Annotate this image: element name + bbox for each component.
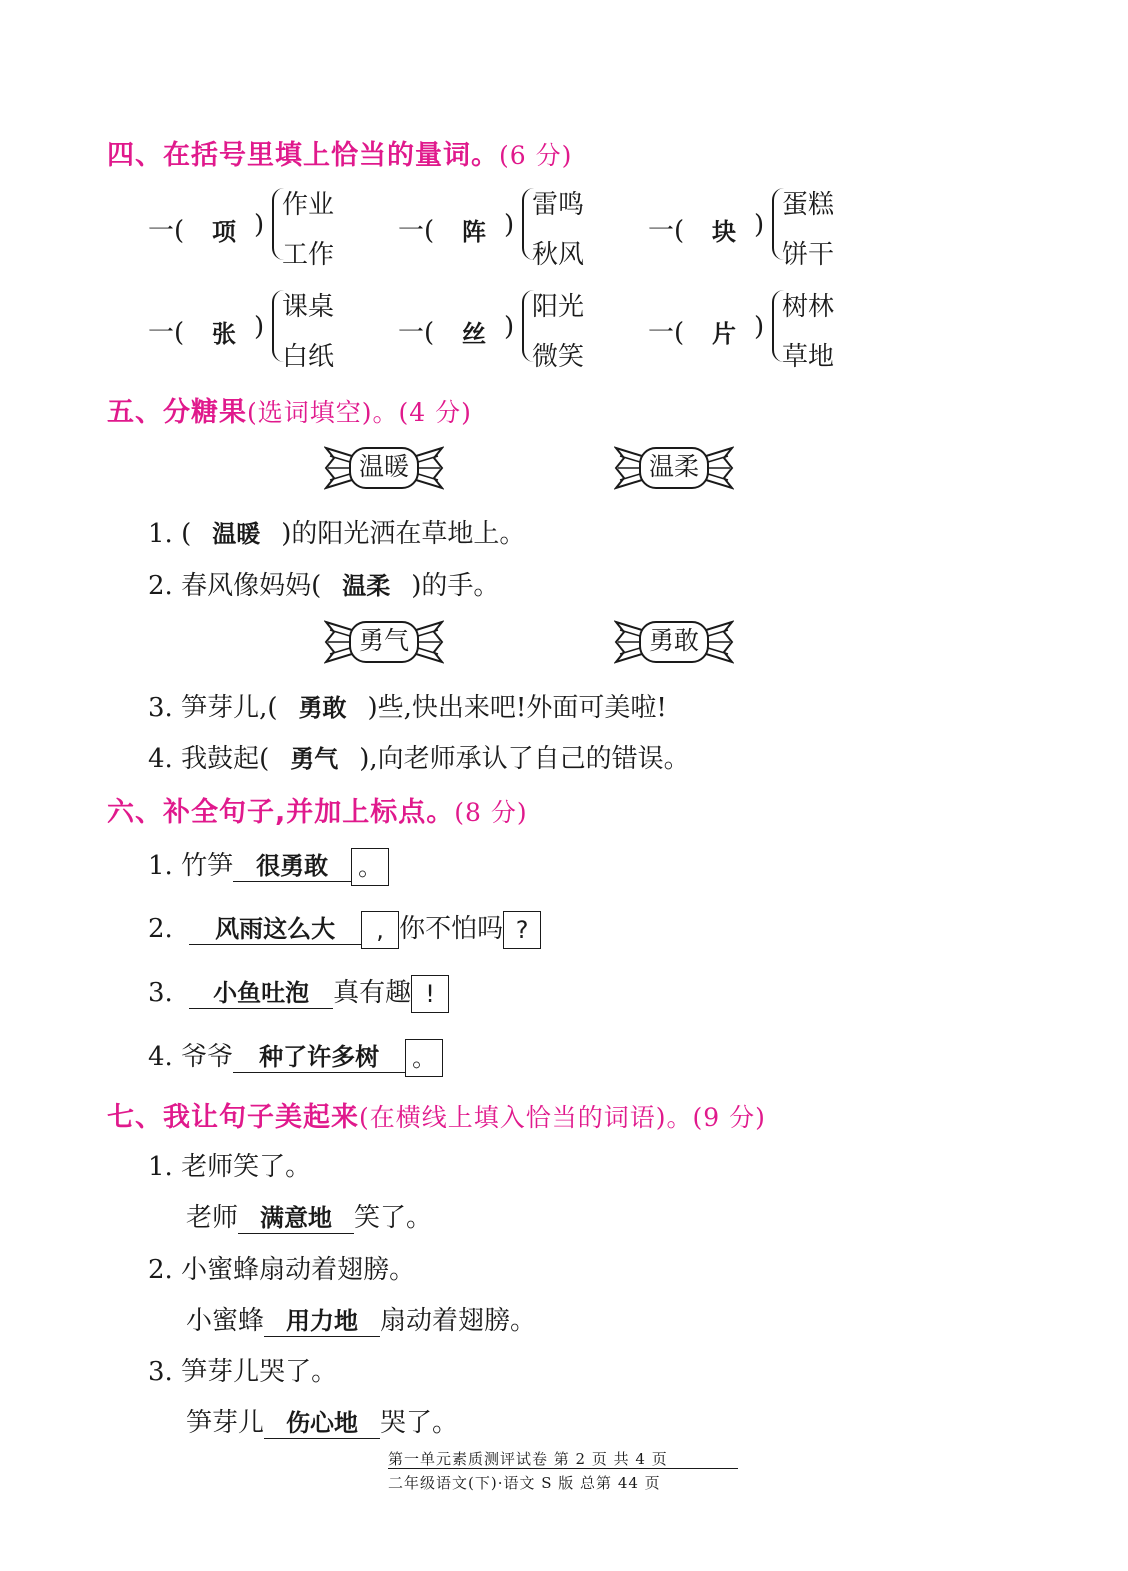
word-2: 秋风 [532,240,585,270]
sentence-pre: 笋芽儿 [186,1408,265,1438]
measure-word-group [398,182,618,270]
measure-word-group [148,284,368,372]
rewrite-sentence [186,1402,458,1439]
section-5-heading [107,390,472,429]
item-number: 4. [148,1042,173,1072]
sentence-pre: 小蜜蜂 [186,1306,265,1336]
measure-word-group [398,284,618,372]
sentence-post: )的阳光洒在草地上。 [281,519,526,549]
answer-text: 满意地 [238,1198,354,1234]
answer-text: 片 [712,320,736,348]
section-4-heading [107,133,572,172]
word-2: 草地 [782,342,835,372]
item-number: 1. [148,851,173,881]
fill-sentence [148,513,525,550]
original-sentence [148,1146,311,1183]
answer-text: 小鱼吐泡 [189,973,333,1009]
sentence-mid: 真有趣 [333,978,412,1008]
fill-sentence [148,687,667,724]
sentence-pre: 笋芽儿,( [181,693,278,723]
complete-sentence [148,972,449,1013]
close-paren: ) [754,210,765,240]
answer-text: 伤心地 [264,1403,380,1439]
answer-text: 用力地 [264,1301,380,1337]
prefix-label: 一( [398,318,435,348]
sentence-end: 你不怕吗 [399,914,504,944]
sentence-orig: 笋芽儿哭了。 [181,1357,338,1387]
close-paren: ) [254,210,265,240]
sentence-post: 扇动着翅膀。 [380,1306,537,1336]
item-number: 2. [148,1255,173,1285]
section-4-title: 四、在括号里填上恰当的量词。 [107,140,499,171]
word-1: 阳光 [532,292,585,322]
item-number: 3. [148,978,173,1008]
complete-sentence [148,908,541,949]
footer-line-1: 第一单元素质测评试卷 第 2 页 共 4 页 [388,1450,668,1468]
answer-text: 阵 [462,218,486,246]
answer-text: 温柔 [342,572,391,600]
sentence-orig: 小蜜蜂扇动着翅膀。 [181,1255,416,1285]
answer-text: 很勇敢 [233,846,351,882]
rewrite-sentence [186,1300,536,1337]
prefix-label: 一( [148,318,185,348]
punctuation-box: , [361,911,399,949]
complete-sentence [148,1036,443,1077]
item-number: 3. [148,693,173,723]
sentence-post: )些,快出来吧!外面可美啦! [367,693,667,723]
sentence-pre: 竹笋 [181,851,234,881]
rewrite-sentence [186,1197,432,1234]
section-7-title: 七、我让句子美起来 [107,1102,359,1133]
prefix-label: 一( [648,318,685,348]
punctuation-box: 。 [351,848,389,886]
punctuation-box: 。 [405,1039,443,1077]
section-6-score: (8 分) [454,798,528,827]
candy-label: 温暖 [358,452,409,481]
answer-text: 风雨这么大 [189,909,361,945]
item-number: 2. [148,914,173,944]
complete-sentence [148,845,389,886]
sentence-pre: 老师 [186,1203,239,1233]
punctuation-box: ! [411,975,449,1013]
candy-word-card [614,616,734,668]
item-number: 3. [148,1357,173,1387]
word-1: 蛋糕 [782,190,835,220]
footer-divider [388,1468,738,1469]
word-2: 白纸 [282,342,335,372]
answer-text: 块 [712,218,736,246]
section-7-heading [107,1095,766,1134]
word-2: 饼干 [782,240,835,270]
footer-line-2: 二年级语文(下)·语文 S 版 总第 44 页 [388,1474,661,1492]
sentence-post: )的手。 [411,571,500,601]
sentence-orig: 老师笑了。 [181,1152,312,1182]
candy-word-card [324,442,444,494]
word-1: 树林 [782,292,835,322]
sentence-pre: 爷爷 [181,1042,234,1072]
prefix-label: 一( [398,216,435,246]
punctuation-box: ? [503,911,541,949]
word-1: 雷鸣 [532,190,585,220]
sentence-pre: ( [181,519,192,549]
candy-label: 勇气 [358,626,409,655]
word-2: 工作 [282,240,335,270]
item-number: 1. [148,1152,173,1182]
fill-sentence [148,565,499,602]
prefix-label: 一( [648,216,685,246]
section-4-score: (6 分) [499,141,573,170]
candy-word-card [324,616,444,668]
close-paren: ) [504,312,515,342]
section-6-heading [107,790,528,829]
sentence-pre: 春风像妈妈( [181,571,322,601]
measure-word-group [648,284,868,372]
sentence-pre: 我鼓起( [181,744,270,774]
answer-text: 温暖 [212,520,261,548]
answer-text: 种了许多树 [233,1037,405,1073]
original-sentence [148,1249,415,1286]
measure-word-group [148,182,368,270]
original-sentence [148,1351,337,1388]
section-5-title: 五、分糖果 [107,397,247,428]
candy-label: 勇敢 [648,626,699,655]
fill-sentence [148,738,690,775]
candy-label: 温柔 [648,452,699,481]
item-number: 4. [148,744,173,774]
close-paren: ) [504,210,515,240]
word-1: 课桌 [282,292,335,322]
prefix-label: 一( [148,216,185,246]
section-5-subtitle: (选词填空)。(4 分) [247,398,472,427]
word-2: 微笑 [532,342,585,372]
sentence-post: 笑了。 [354,1203,433,1233]
close-paren: ) [754,312,765,342]
item-number: 1. [148,519,173,549]
close-paren: ) [254,312,265,342]
word-1: 作业 [282,190,335,220]
answer-text: 勇敢 [298,694,347,722]
sentence-post: ),向老师承认了自己的错误。 [359,744,690,774]
section-7-subtitle: (在横线上填入恰当的词语)。(9 分) [359,1103,766,1132]
answer-text: 勇气 [290,745,339,773]
candy-word-card [614,442,734,494]
answer-text: 项 [212,218,236,246]
section-6-title: 六、补全句子,并加上标点。 [107,797,455,828]
sentence-post: 哭了。 [380,1408,459,1438]
item-number: 2. [148,571,173,601]
answer-text: 张 [212,320,236,348]
answer-text: 丝 [462,320,486,348]
measure-word-group [648,182,868,270]
